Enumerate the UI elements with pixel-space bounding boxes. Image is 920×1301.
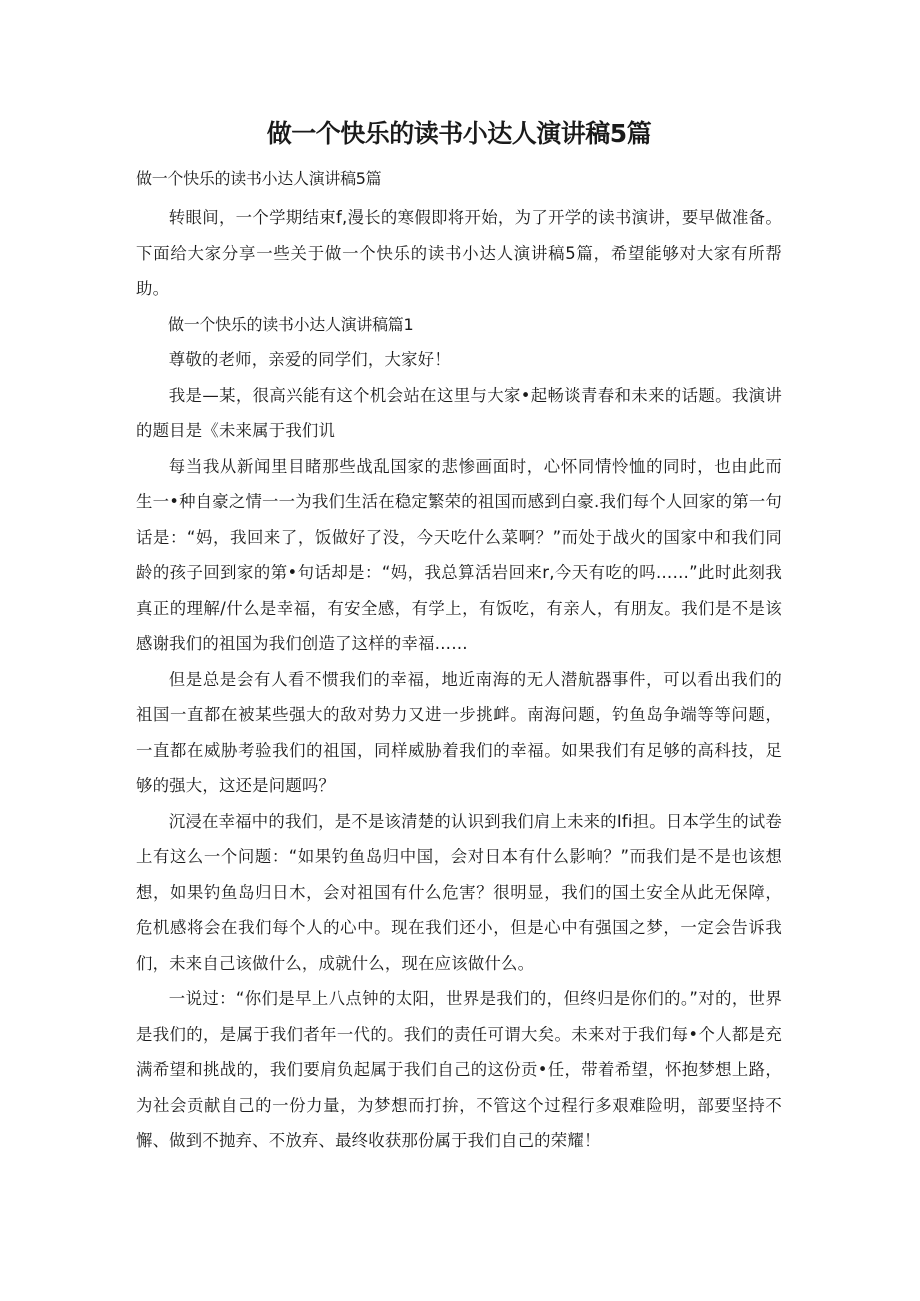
document-page (136, 112, 782, 1159)
body-paragraph-1: 我是—某，很高兴能有这个机会站在这里与大家•起畅谈青春和未来的话题。我演讲的题目是《未来属于我们讥 (136, 385, 782, 440)
section-heading: 做一个快乐的读书小达人演讲稿篇1 (168, 314, 414, 334)
greeting-paragraph: 尊敬的老师，亲爱的同学们，大家好！ (168, 350, 451, 369)
body-paragraph-5: 一说过：“你们是早上八点钟的太阳，世界是我们的，但终归是你们的。”对的，世界是我们的，是属于我们者年一代的。我们的责任可谓大矣。未来对于我们每•个人都是充满希望和挑战的，我们要肩负起属于我们自己的这份贡•任，带着希望，怀抱梦想上路，为社会贡献自己的一份力量，为梦想而打拚，不管这个过程行多艰难险明，部要坚持不懈、做到不抛弃、不放弃、最终收获那份属于我们自己的荣耀！ (136, 989, 782, 1150)
document-title: 做一个快乐的读书小达人演讲稿5篇 (266, 119, 652, 148)
body-paragraph-4: 沉浸在幸福中的我们，是不是该清楚的认识到我们肩上未来的Ifi担。日本学生的试卷上有这么一个问题：“如果钓鱼岛归中国，会对日本有什么影响？”而我们是不是也该想想，如果钓鱼岛归日木，会对祖国有什么危害？很明显，我们的国土安全从此无保障，危机感将会在我们每个人的心中。现在我们还小，但是心中有强国之梦，一定会告诉我们，未来自己该做什么，成就什么，现在应该做什么。 (136, 811, 782, 973)
body-paragraph-2: 每当我从新闻里目睹那些战乱国家的悲惨画面时，心怀同情怜恤的同时，也由此而生一•种自豪之情一一为我们生活在稳定繁荣的祖国而感到白豪.我们每个人回家的第一句话是：“妈，我回来了，饭做好了没，今天吃什么菜啊？”而处于战火的国家中和我们同龄的孩子回到家的第•句话却是：“妈，我总算活岩回来r,今天有吃的吗……”此时此刻我真正的理解/什么是幸福，有安全感，有学上，有饭吃，有亲人，有朋友。我们是不是该感谢我们的祖国为我们创造了这样的幸福…… (136, 456, 782, 653)
document-subtitle: 做一个快乐的读书小达人演讲稿5篇 (136, 169, 382, 188)
intro-paragraph: 转眼间，一个学期结束f,漫长的寒假即将开始，为了开学的读书演讲，要早做准备。下面给大家分享一些关于做一个快乐的读书小达人演讲稿5篇，希望能够对大家有所帮助。 (136, 208, 782, 298)
body-paragraph-3: 但是总是会有人看不惯我们的幸福，地近南海的无人潜航器事件，可以看出我们的祖国一直都在被某些强大的敌对势力又进一步挑衅。南海问题，钓鱼岛争端等等问题，一直都在威胁考验我们的祖国，同样威胁着我们的幸福。如果我们有足够的高科技，足够的强大，这还是问题吗？ (136, 669, 782, 795)
